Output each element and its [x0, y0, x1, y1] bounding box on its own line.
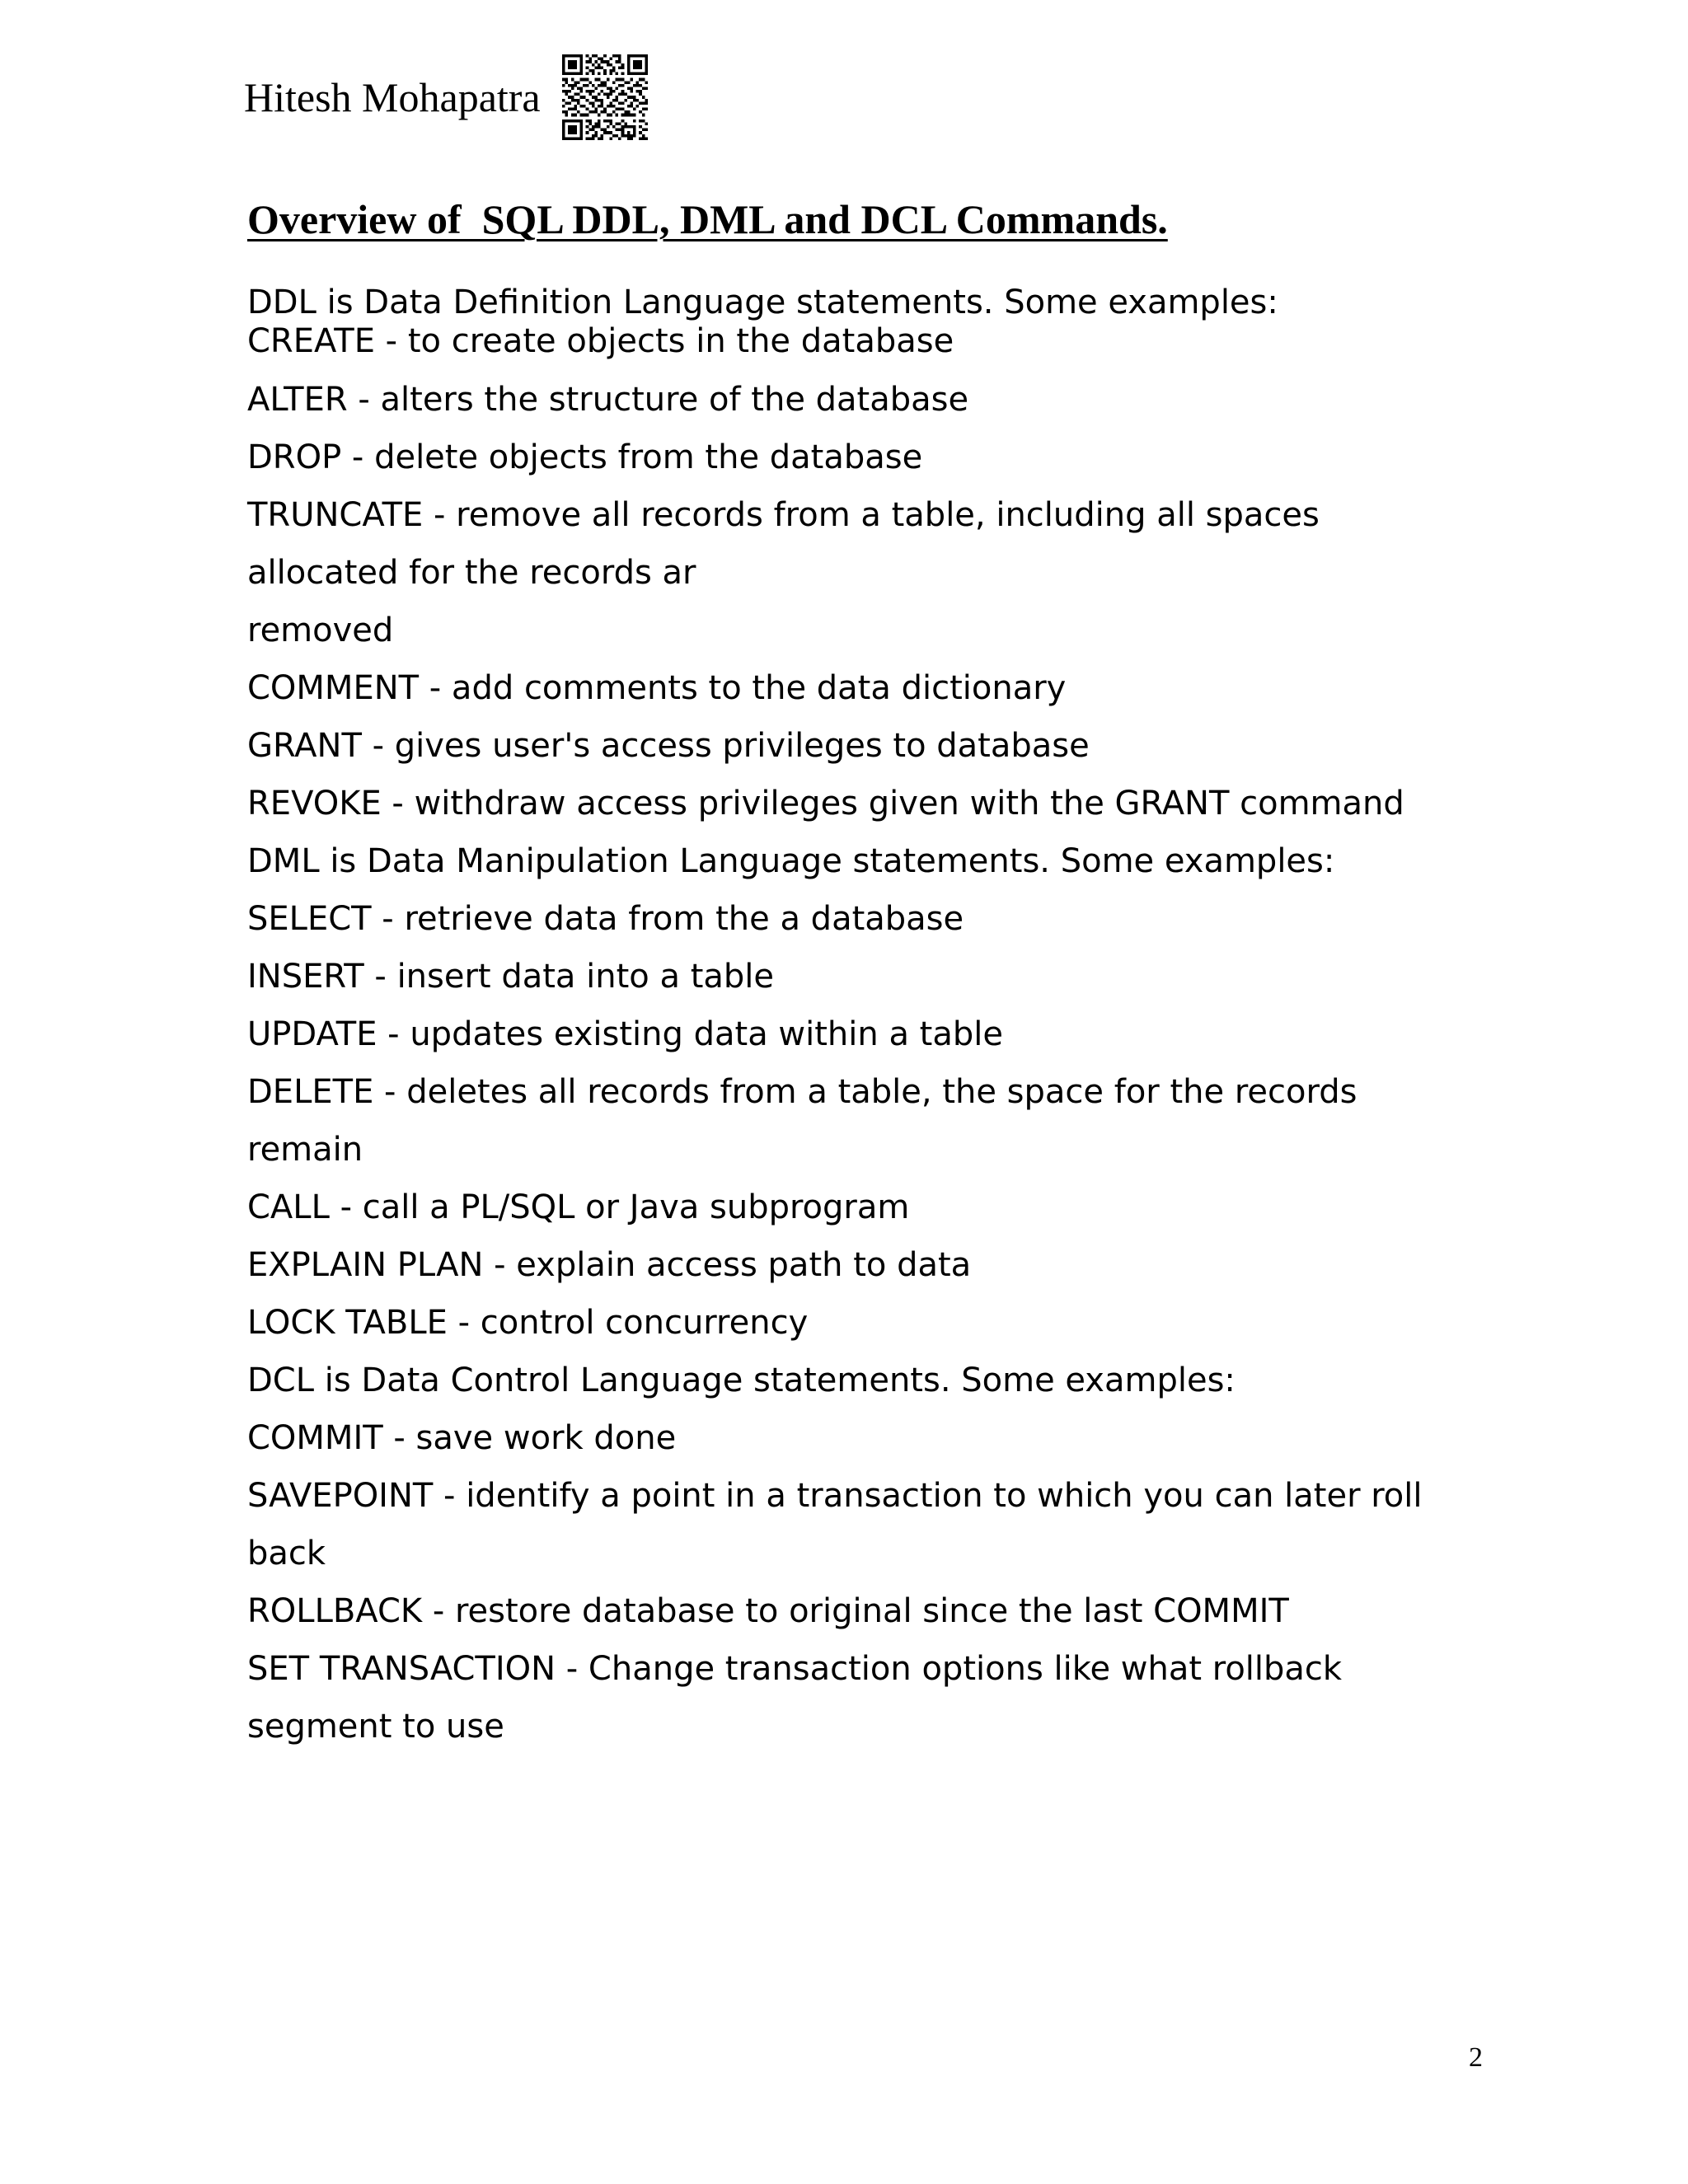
text-line: CREATE - to create objects in the database — [247, 322, 954, 360]
page-header — [244, 54, 648, 140]
text-line: INSERT - insert data into a table — [247, 958, 775, 996]
text-line: DCL is Data Control Language statements. Some examples: — [247, 1361, 1236, 1399]
text-line: SELECT - retrieve data from the a database — [247, 900, 964, 938]
text-line: DDL is Data Definition Language statements. Some examples: — [247, 284, 1278, 321]
page-title: Overview of SQL DDL, DML and DCL Commands. — [247, 196, 1168, 242]
text-line: CALL - call a PL/SQL or Java subprogram — [247, 1188, 910, 1226]
text-line: SET TRANSACTION - Change transaction options like what rollback — [247, 1650, 1343, 1688]
author-name: Hitesh Mohapatra — [244, 74, 541, 120]
text-line: ROLLBACK - restore database to original since the last COMMIT — [247, 1592, 1289, 1630]
text-line: allocated for the records ar — [247, 554, 696, 592]
text-line: COMMENT - add comments to the data dictionary — [247, 669, 1067, 707]
text-line: EXPLAIN PLAN - explain access path to data — [247, 1246, 972, 1284]
text-line: SAVEPOINT - identify a point in a transaction to which you can later roll — [247, 1477, 1423, 1515]
text-line: remain — [247, 1131, 363, 1169]
body-text — [247, 284, 1451, 1755]
text-line: LOCK TABLE - control concurrency — [247, 1304, 809, 1342]
text-line: DML is Data Manipulation Language statements. Some examples: — [247, 842, 1335, 880]
text-line: removed — [247, 612, 394, 649]
page-number: 2 — [1469, 2042, 1483, 2073]
text-line: GRANT - gives user's access privileges to database — [247, 727, 1090, 765]
qr-code-icon — [562, 54, 648, 140]
text-line: segment to use — [247, 1708, 504, 1746]
text-line: back — [247, 1535, 326, 1572]
text-line: UPDATE - updates existing data within a table — [247, 1015, 1003, 1053]
text-line: ALTER - alters the structure of the database — [247, 381, 969, 419]
text-line: DROP - delete objects from the database — [247, 438, 923, 476]
text-line: REVOKE - withdraw access privileges given with the GRANT command — [247, 785, 1404, 823]
text-line: DELETE - deletes all records from a table, the space for the records — [247, 1073, 1357, 1111]
text-line: TRUNCATE - remove all records from a table, including all spaces — [247, 496, 1320, 534]
text-line: COMMIT - save work done — [247, 1419, 677, 1457]
